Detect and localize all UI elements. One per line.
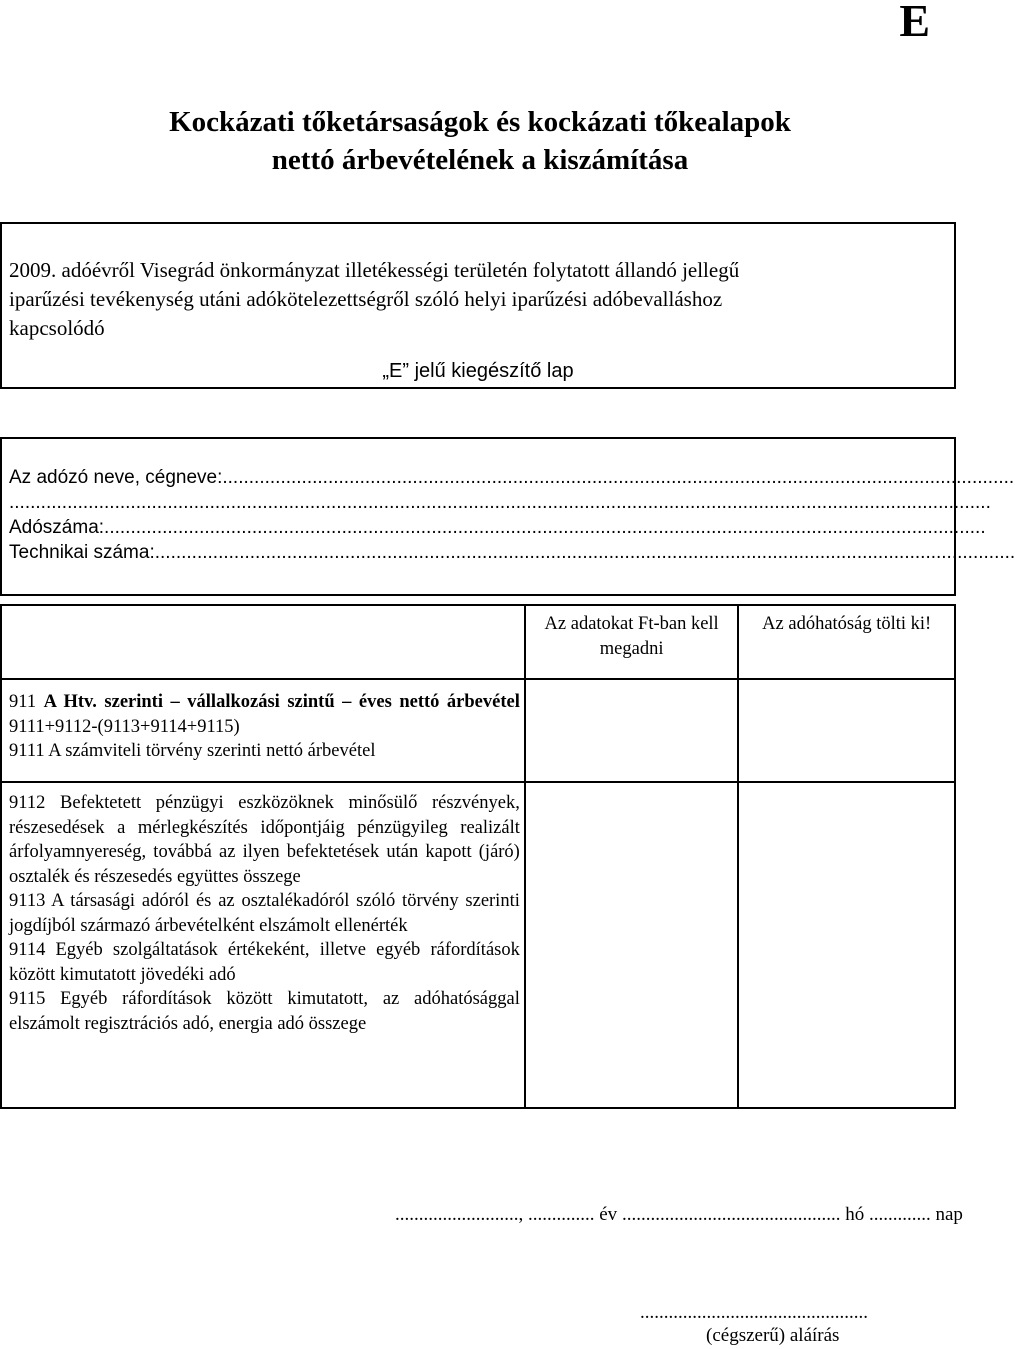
rows-9112-9115-amount-input[interactable] [525,782,739,1108]
technical-number-label: Technikai száma: [9,542,155,563]
year-dots[interactable]: .............. [528,1204,595,1225]
taxpayer-box [0,437,1015,596]
rows-9112-9115-authority-cell [738,782,955,1108]
row-911-amount-input[interactable] [525,679,739,782]
form-letter-mark: E [899,0,930,46]
header-empty-cell [1,605,525,679]
row-9114-label: 9114 Egyéb szolgáltatások értékeként, illetve egyéb ráfordítások között kimutatott jövedéki adó [9,940,520,985]
row-911-formula-line [9,715,520,740]
row-911-description [1,679,525,782]
technical-number-dots: ................................................................................................................................................................... [154,542,1015,563]
place-dots[interactable]: .........................., [395,1204,524,1225]
row-911-formula: 9111+9112-(9113+9114+9115) [9,716,240,737]
sheet-title: „E” jelű kiegészítő lap [382,360,574,382]
day-dots[interactable]: ............. [868,1204,931,1225]
intro-line-3: kapcsolódó [9,316,105,340]
row-9113-label: 9113 A társasági adóról és az osztalékadóról szóló törvény szerinti jogdíjból származó árbevételként elszámolt ellenérték [9,891,520,936]
row-911-code: 911 [9,692,37,712]
taxpayer-name-field[interactable] [9,465,1015,490]
header-authority-cell: Az adóhatóság tölti ki! [738,605,955,679]
row-9112-label: 9112 Befektetett pénzügyi eszközöknek minősülő részvények, részesedések a mérlegkészítés időpontjáig pénzügyileg realizált árfolyamnyereség, továbbá az ilyen befektetések után kapott (járó) osztalék és részesedés együttes összege [9,793,520,887]
taxpayer-name-label: Az adózó neve, cégneve: [9,467,223,488]
signature-dots[interactable]: ................................................ [640,1302,868,1323]
intro-line-2: iparűzési tevékenység utáni adókötelezettségről szóló helyi iparűzési adóbevalláshoz [9,287,723,311]
taxpayer-name-continuation[interactable]: .......................................................................................................................................................................................... [9,492,991,513]
rows-9112-9115-description [1,782,525,1108]
page-title-line-1: Kockázati tőketársaságok és kockázati tőkealapok [169,106,791,138]
row-9115-label: 9115 Egyéb ráfordítások között kimutatott, az adóhatósággal elszámolt regisztrációs adó, energia adó összege [9,989,520,1034]
row-911-authority-cell [738,679,955,782]
table-header-row [1,605,955,679]
intro-line-1: 2009. adóévről Visegrád önkormányzat illetékességi területén folytatott állandó jellegű [9,258,740,282]
tax-number-field[interactable] [9,515,986,540]
table-row-911 [1,679,955,782]
date-line [395,1204,963,1226]
tax-number-label: Adószáma: [9,517,105,538]
table-row-details [1,782,955,1108]
row-9111-label: 9111 A számviteli törvény szerinti nettó árbevétel [9,741,376,761]
technical-number-field[interactable] [9,540,1015,565]
day-label: nap [935,1204,963,1225]
row-911-title: A Htv. szerinti – vállalkozási szintű – éves nettó árbevétel [43,692,520,712]
net-revenue-table [0,604,956,1109]
row-911-line-1 [9,690,520,715]
taxpayer-name-dots: ...................................................................................................................................................... [222,467,1015,488]
month-dots[interactable]: .............................................. [621,1204,841,1225]
month-label: hó [845,1204,865,1225]
page-title-line-2: nettó árbevételének a kiszámítása [271,144,689,176]
tax-number-dots: ....................................................................................................................................................................... [104,517,986,538]
year-label: év [599,1204,618,1225]
header-amount-cell: Az adatokat Ft-ban kell megadni [525,605,739,679]
signature-label: (cégszerű) aláírás [706,1325,840,1346]
intro-box [0,222,956,389]
